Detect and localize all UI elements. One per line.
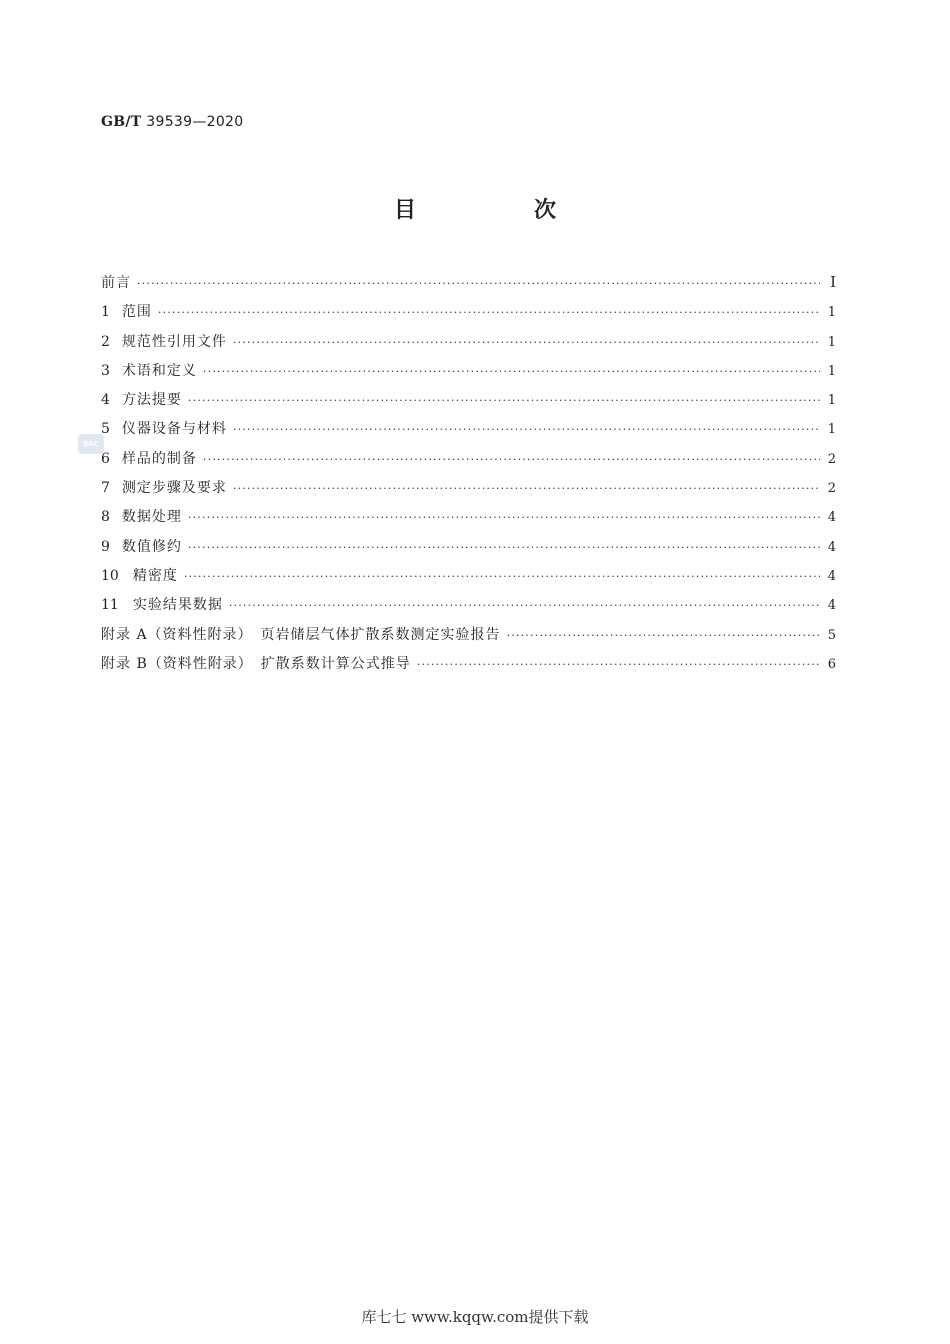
standard-code-prefix: GB/T: [101, 114, 142, 130]
toc-entry-label: 仪器设备与材料: [121, 421, 227, 438]
toc-entry-page: 2: [827, 451, 836, 467]
toc-entry-preface[interactable]: [101, 272, 836, 301]
toc-entry-label: 附录 B（资料性附录） 扩散系数计算公式推导: [101, 655, 411, 672]
toc-entry-label: 测定步骤及要求: [121, 480, 227, 497]
toc-entry-number: 9: [101, 538, 110, 555]
toc-leader-dots: [158, 306, 820, 319]
toc-leader-dots: [137, 277, 820, 290]
toc-entry-number: 8: [101, 509, 110, 526]
toc-leader-dots: [203, 365, 820, 378]
toc-entry-number: 11: [101, 597, 119, 614]
toc-entry-2[interactable]: [101, 331, 836, 360]
toc-leader-dots: [233, 423, 820, 436]
toc-entry-1[interactable]: [101, 301, 836, 330]
toc-entry-9[interactable]: [101, 536, 836, 565]
toc-leader-dots: [188, 541, 820, 554]
toc-leader-dots: [233, 336, 820, 349]
standard-code-number: 39539—2020: [146, 114, 244, 130]
toc-entry-number: 3: [101, 362, 110, 379]
toc-entry-number: 1: [101, 304, 110, 321]
toc-entry-page: I: [830, 273, 836, 291]
toc-entry-label: 前言: [101, 275, 131, 291]
toc-entry-page: 5: [827, 627, 836, 643]
toc-entry-page: 1: [827, 422, 836, 438]
toc-entry-label: 精密度: [132, 567, 178, 584]
standard-code: [101, 114, 243, 130]
toc-entry-11[interactable]: [101, 594, 836, 623]
toc-entry-number: 2: [101, 333, 110, 350]
toc-entry-number: 4: [101, 392, 110, 409]
toc-entry-page: 1: [827, 305, 836, 321]
toc-leader-dots: [188, 394, 820, 407]
toc-leader-dots: [507, 629, 820, 642]
toc-entry-label: 数据处理: [121, 509, 182, 526]
toc-entry-8[interactable]: [101, 506, 836, 535]
toc-entry-page: 2: [827, 481, 836, 497]
toc-leader-dots: [233, 482, 820, 495]
toc-entry-label: 附录 A（资料性附录） 页岩储层气体扩散系数测定实验报告: [101, 626, 501, 643]
sac-watermark-logo: SAC: [78, 434, 104, 454]
toc-leader-dots: [229, 599, 820, 612]
toc-entry-4[interactable]: [101, 389, 836, 418]
page-title: 目 次: [393, 198, 604, 223]
toc-entry-number: 10: [101, 567, 119, 584]
toc-entry-10[interactable]: [101, 565, 836, 594]
toc-entry-6[interactable]: [101, 448, 836, 477]
table-of-contents: [101, 272, 836, 682]
toc-leader-dots: [188, 511, 820, 524]
toc-entry-page: 1: [827, 334, 836, 350]
toc-entry-appendix-b[interactable]: [101, 653, 836, 682]
toc-entry-number: 5: [101, 421, 110, 438]
toc-entry-label: 数值修约: [121, 538, 182, 555]
toc-entry-page: 4: [827, 510, 836, 526]
toc-entry-3[interactable]: [101, 360, 836, 389]
toc-leader-dots: [417, 658, 820, 671]
toc-entry-label: 术语和定义: [121, 362, 197, 379]
footer-source-note: 库七七 www.kqqw.com提供下载: [361, 1308, 589, 1326]
toc-entry-page: 4: [827, 568, 836, 584]
toc-leader-dots: [203, 453, 820, 466]
toc-entry-label: 规范性引用文件: [121, 333, 227, 350]
toc-entry-7[interactable]: [101, 477, 836, 506]
toc-entry-label: 方法提要: [121, 392, 182, 409]
toc-entry-number: 7: [101, 480, 110, 497]
toc-entry-appendix-a[interactable]: [101, 624, 836, 653]
toc-entry-label: 范围: [121, 304, 152, 321]
toc-entry-label: 实验结果数据: [132, 597, 223, 614]
toc-entry-page: 4: [827, 598, 836, 614]
toc-entry-page: 1: [827, 393, 836, 409]
toc-entry-page: 4: [827, 539, 836, 555]
toc-entry-number: 6: [101, 450, 110, 467]
toc-entry-label: 样品的制备: [121, 450, 197, 467]
toc-entry-5[interactable]: [101, 418, 836, 447]
toc-entry-page: 6: [827, 656, 836, 672]
toc-leader-dots: [184, 570, 820, 583]
toc-entry-page: 1: [827, 363, 836, 379]
